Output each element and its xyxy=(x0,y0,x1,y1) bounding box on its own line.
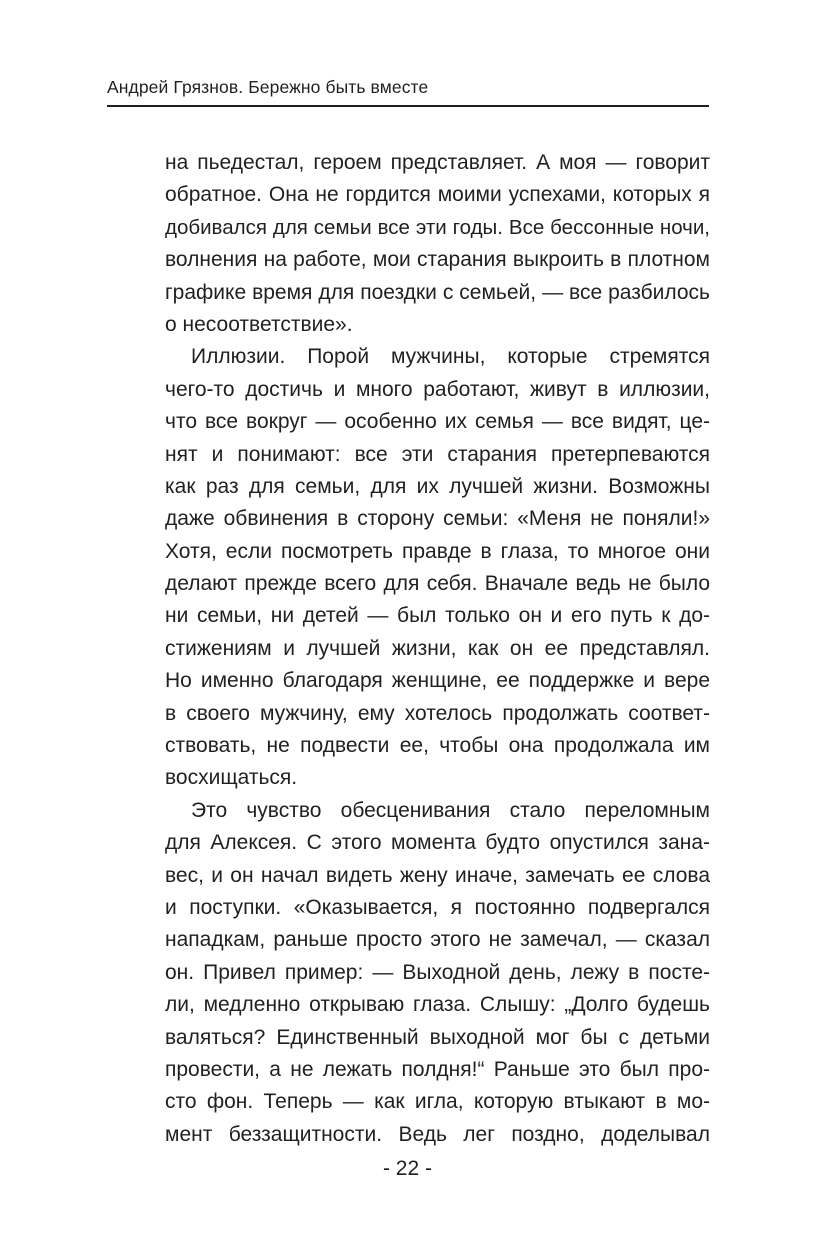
text-line: ствовать, не подвести ее, чтобы она продолжала им xyxy=(165,734,710,758)
text-line: для Алексея. С этого момента будто опустился зана- xyxy=(165,831,710,855)
text-line: обратное. Она не гордится моими успехами, которых я xyxy=(165,183,710,207)
text-line: графике время для поездки с семьей, — все разбилось xyxy=(165,280,710,304)
text-line: мент беззащитности. Ведь лег поздно, доделывал xyxy=(165,1122,710,1146)
text-line: валяться? Единственный выходной мог бы с детьми xyxy=(165,1025,710,1049)
text-line: восхищаться. xyxy=(165,766,298,790)
text-line: провести, а не лежать полдня!“ Раньше это был про- xyxy=(165,1057,710,1081)
text-line: Но именно благодаря женщине, ее поддержке и вере xyxy=(165,669,710,693)
text-line: даже обвинения в сторону семьи: «Меня не поняли!» xyxy=(165,507,710,531)
text-line: чего-то достичь и много работают, живут в иллюзии, xyxy=(165,377,710,401)
text-line: Иллюзии. Порой мужчины, которые стремятся xyxy=(191,345,710,369)
text-line: вес, и он начал видеть жену иначе, замечать ее слова xyxy=(165,863,710,887)
text-line: стижениям и лучшей жизни, как он ее представлял. xyxy=(165,636,710,660)
text-line: он. Привел пример: — Выходной день, лежу в посте- xyxy=(165,960,710,984)
text-line: что все вокруг — особенно их семья — все видят, це- xyxy=(165,410,710,434)
text-line: и поступки. «Оказывается, я постоянно подвергался xyxy=(165,895,710,919)
text-line: нят и понимают: все эти старания претерпеваются xyxy=(165,442,710,466)
text-line: в своего мужчину, ему хотелось продолжать соответ- xyxy=(165,701,710,725)
page-number: - 22 - xyxy=(382,1157,432,1180)
text-line: о несоответствие». xyxy=(165,312,353,336)
text-line: ли, медленно открываю глаза. Слышу: „Долго будешь xyxy=(165,993,710,1017)
running-head-title: Андрей Грязнов. Бережно быть вместе xyxy=(107,77,429,97)
text-line: добивался для семьи все эти годы. Все бессонные ночи, xyxy=(165,215,710,239)
text-line: на пьедестал, героем представляет. А моя — говорит xyxy=(165,151,710,174)
text-line: волнения на работе, мои старания выкроить в плотном xyxy=(165,248,710,272)
text-line: как раз для семьи, для их лучшей жизни. Возможны xyxy=(165,474,710,498)
text-line: Хотя, если посмотреть правде в глаза, то многое они xyxy=(165,539,710,563)
header-divider xyxy=(107,105,709,107)
text-line: ни семьи, ни детей — был только он и его путь к до- xyxy=(165,604,710,628)
body-text xyxy=(165,147,710,1151)
text-line: Это чувство обесценивания стало переломным xyxy=(191,798,710,822)
text-line: нападкам, раньше просто этого не замечал, — сказал xyxy=(165,928,710,952)
text-line: делают прежде всего для себя. Вначале ведь не было xyxy=(165,572,710,596)
text-line: сто фон. Теперь — как игла, которую втыкают в мо- xyxy=(165,1090,710,1114)
